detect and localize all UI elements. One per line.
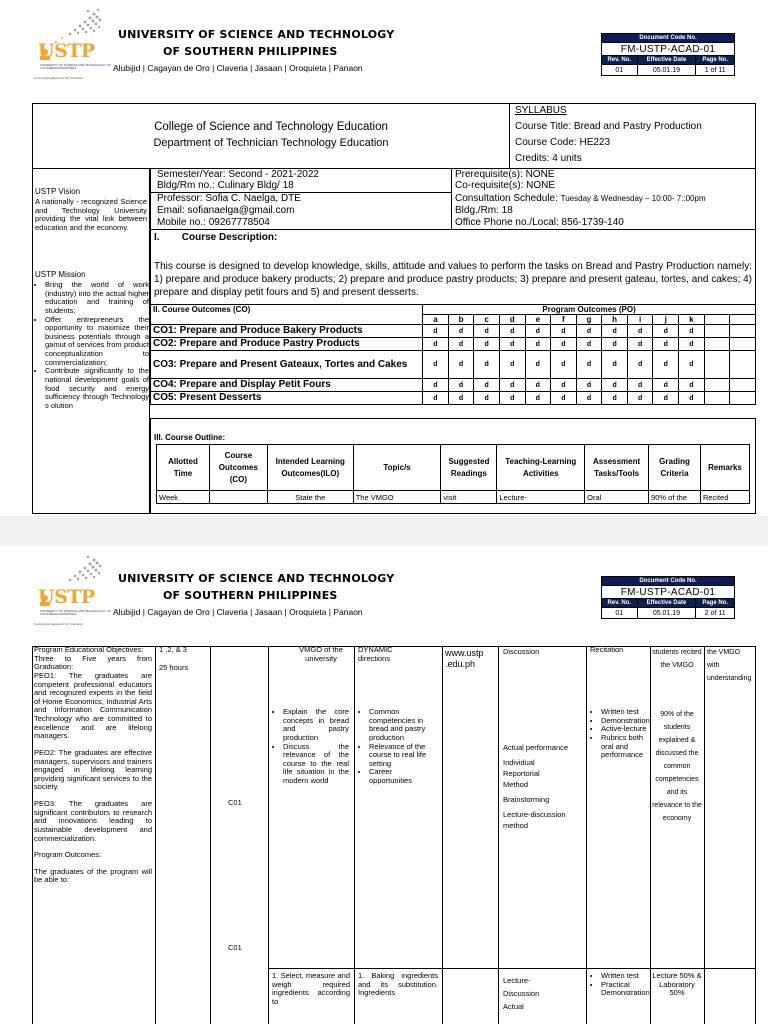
college-name: College of Science and Technology Education: [154, 121, 388, 133]
po-letter: d: [499, 315, 525, 325]
po-mapping-cell: d: [499, 325, 525, 338]
tla-bottom: [503, 974, 539, 1013]
doc-code: FM-USTP-ACAD-01: [602, 586, 735, 599]
ustp-logo: [32, 546, 116, 628]
topic-item: • Relevance of the course to real life setting: [369, 743, 435, 769]
assessment-item: • Written test: [601, 708, 651, 717]
page-label: Page No.: [696, 599, 735, 608]
outline-header-cell: Allotted Time: [157, 445, 210, 491]
ilo-item: • Explain the core concepts in bread and pastry production: [283, 708, 349, 743]
outline-header-cell: Teaching-Learning Activities: [497, 445, 585, 491]
course-credits: Credits: 4 units: [515, 153, 582, 164]
eff-label: Effective Date: [637, 56, 696, 65]
rev-label: Rev. No.: [602, 599, 638, 608]
topic-item: • Common competencies in bread and pastry production: [369, 708, 435, 743]
semester-year: Semester/Year: Second - 2021-2022: [157, 169, 319, 180]
tla-bottom-item: Discussion: [503, 989, 540, 998]
po-mapping-cell: [704, 351, 730, 379]
tla-bottom-item: Lecture-: [503, 976, 531, 985]
description-text: This course is designed to develop knowledge, skills, attitude and values to perform the tasks on Bread and Pastry Production namely: 1) prepare and produce bakery products; 2) prepare and produce pastry products; 3) prepare and present gateau, tortes, and cakes; 4) prepare and display petit fours and 5) and present desserts.: [154, 261, 752, 298]
assessment-top: Recitation: [590, 645, 624, 654]
description-title: I. Course Description:: [154, 232, 278, 243]
mission-title: USTP Mission: [35, 270, 86, 279]
po-mapping-cell: d: [423, 338, 449, 351]
course-outcome-label: CO5: Present Desserts: [151, 392, 423, 405]
outline-cell: The VMGO: [353, 491, 441, 504]
rev-no: 01: [602, 65, 638, 76]
building-room: Bldg/Rm no.: Culinary Bldg/ 18: [157, 180, 294, 191]
prerequisite: Prerequisite(s): NONE: [455, 169, 555, 180]
po-mapping-cell: d: [679, 379, 705, 392]
course-code: Course Code: HE223: [515, 137, 611, 148]
po-mapping-cell: d: [602, 392, 628, 405]
po-letter: i: [627, 315, 653, 325]
page-no: 2 of 11: [696, 608, 735, 619]
doc-code-label: Document Code No.: [602, 34, 735, 43]
eff-label: Effective Date: [637, 599, 696, 608]
outline-header-cell: Remarks: [700, 445, 749, 491]
rev-no: 01: [602, 608, 638, 619]
outline-header-cell: Suggested Readings: [441, 445, 497, 491]
po-mapping-cell: d: [499, 338, 525, 351]
po-letter: [704, 315, 730, 325]
po-mapping-cell: d: [551, 325, 577, 338]
logo-tagline: Nurturing Engagement for Innovation: [34, 76, 84, 80]
assessment-bottom: [590, 972, 651, 998]
po-mapping-cell: d: [576, 338, 602, 351]
peo-title: Program Educational Objectives:: [34, 645, 144, 654]
course-outcome-label: CO3: Prepare and Present Gateaux, Tortes and Cakes: [151, 351, 423, 379]
po-mapping-cell: [704, 325, 730, 338]
po-mapping-cell: d: [653, 351, 679, 379]
outline-cell: visit: [441, 491, 497, 504]
po-mapping-cell: d: [525, 379, 551, 392]
po-letter: b: [448, 315, 474, 325]
po-letter: j: [653, 315, 679, 325]
po-mapping-cell: [730, 338, 756, 351]
mission-item: • Offer entrepreneurs the opportunity to maximize their business potentials through a gamut of services from product conceptualization to commercialization;: [45, 316, 149, 368]
po-mapping-cell: d: [576, 325, 602, 338]
course-outcome-label: CO2: Prepare and Produce Pastry Products: [151, 338, 423, 351]
po-mapping-cell: d: [448, 338, 474, 351]
po-mapping-cell: d: [474, 325, 500, 338]
po-letter: k: [679, 315, 705, 325]
po-mapping-cell: d: [653, 392, 679, 405]
assessment-item: • Active-lecture: [601, 725, 651, 734]
course-outcome-label: CO1: Prepare and Produce Bakery Products: [151, 325, 423, 338]
consultation-schedule: [455, 193, 706, 204]
outline-header-cell: Topic/s: [353, 445, 441, 491]
syllabus-page-2: [0, 546, 768, 1024]
topic-item: • Career opportunities: [369, 768, 435, 785]
course-outcomes-header: II. Course Outcomes (CO): [151, 305, 423, 325]
po-mapping-cell: d: [525, 392, 551, 405]
logo-wordmark: USTP: [38, 586, 95, 608]
page-no: 1 of 11: [696, 65, 735, 76]
po-mapping-cell: d: [448, 379, 474, 392]
outline-header-cell: Assessment Tasks/Tools: [585, 445, 649, 491]
po-letter: f: [551, 315, 577, 325]
po-mapping-cell: d: [653, 338, 679, 351]
po-mapping-cell: [730, 392, 756, 405]
grading-top: students recited the VMGO: [652, 649, 702, 669]
tla-item: Lecture-discussion method: [503, 810, 566, 830]
effective-date: 05.01.19: [637, 608, 696, 619]
outline-cell: Week: [157, 491, 210, 504]
assessment-item: • Written test: [601, 972, 651, 981]
tla-item: Brainstorming: [503, 795, 550, 804]
po-mapping-cell: d: [602, 338, 628, 351]
document-code-box: [601, 576, 735, 619]
po-letter: c: [474, 315, 500, 325]
po-letter: a: [423, 315, 449, 325]
logo-subtext: UNIVERSITY OF SCIENCE AND TECHNOLOGY OF SOUTHERN PHILIPPINES: [40, 609, 111, 617]
page-separator: [0, 516, 768, 546]
po-mapping-cell: d: [525, 338, 551, 351]
po-mapping-cell: d: [499, 392, 525, 405]
mission-item: • Bring the world of work (industry) into the actual higher education and training of students;: [45, 281, 149, 316]
program-outcomes-text: The graduates of the program will be able to:: [34, 866, 152, 885]
outline-header-cell: Grading Criteria: [649, 445, 701, 491]
po-mapping-cell: d: [627, 351, 653, 379]
topic-list: [358, 708, 435, 786]
consultation-label: Consultation Schedule:: [455, 193, 561, 204]
tla-item: Individual Reportorial Method: [503, 758, 540, 789]
outline-cell: Lecture-: [497, 491, 585, 504]
department-name: Department of Technician Technology Education: [153, 137, 389, 149]
peo-column: [34, 646, 152, 885]
effective-date: 05.01.19: [637, 65, 696, 76]
ilo-bottom: 1. Select, measure and weigh required ingredients according to: [272, 971, 350, 1006]
professor-mobile: Mobile no.: 09267778504: [157, 217, 270, 228]
po-mapping-cell: [730, 351, 756, 379]
logo-wordmark: USTP: [38, 40, 95, 62]
course-outcome-label: CO4: Prepare and Display Petit Fours: [151, 379, 423, 392]
po-mapping-cell: d: [679, 392, 705, 405]
tla-top: Discussion: [503, 647, 540, 656]
po-letter: h: [602, 315, 628, 325]
po-mapping-cell: [704, 379, 730, 392]
vision-text: A nationally - recognized Science and Technology University providing the vital link between education and the economy.: [35, 197, 147, 232]
program-outcomes-header: Program Outcomes (PO): [423, 305, 756, 315]
po-mapping-cell: [704, 338, 730, 351]
course-info-block: [150, 168, 756, 230]
mission-list: [34, 281, 149, 410]
po-mapping-cell: d: [474, 338, 500, 351]
syllabus-title-box: [32, 103, 756, 169]
po-mapping-cell: d: [627, 392, 653, 405]
ustp-logo: [32, 0, 116, 82]
outline-header-cell: Course Outcomes (CO): [209, 445, 267, 491]
professor-name: Professor: Sofia C. Naelga, DTE: [157, 193, 301, 204]
course-outcomes-table: [150, 304, 756, 405]
mission-item: • Contribute significantly to the national development goals of food security and energy sufficiency through Technology s olution: [45, 367, 149, 410]
po-mapping-cell: d: [576, 351, 602, 379]
po-mapping-cell: d: [602, 379, 628, 392]
po-mapping-cell: d: [551, 351, 577, 379]
po-mapping-cell: d: [448, 325, 474, 338]
campus-list: Alubijid | Cagayan de Oro | Claveria | Jasaan | Oroquieta | Panaon: [113, 63, 363, 73]
university-name-line1: UNIVERSITY OF SCIENCE AND TECHNOLOGY: [118, 28, 395, 41]
vision-title: USTP Vision: [35, 187, 81, 196]
po-mapping-cell: d: [423, 392, 449, 405]
outline-cell: Recited: [700, 491, 749, 504]
outline-cell: State the: [267, 491, 353, 504]
course-title: Course Title: Bread and Pastry Production: [515, 121, 702, 132]
po-mapping-cell: d: [525, 325, 551, 338]
weeks: 1 ,2, & 3: [159, 645, 187, 654]
po-letter: [730, 315, 756, 325]
document-code-box: [601, 33, 735, 76]
peo-3: PEO3: The graduates are significant contributors to research and innovations leading to sustainable development and commercialization.: [34, 799, 152, 843]
assessment-item: • Rubrics both oral and performance: [601, 734, 651, 760]
doc-code: FM-USTP-ACAD-01: [602, 43, 735, 56]
page-label: Page No.: [696, 56, 735, 65]
university-name-line1: UNIVERSITY OF SCIENCE AND TECHNOLOGY: [118, 572, 395, 585]
peo-1: PEO1: The graduates are competent professional educators and recognized experts in the field of Home Economics, Industrial Arts and Information Communication Technology who are committed to excellence and are lifelong managers.: [34, 670, 152, 741]
hours: 25 hours: [159, 663, 189, 672]
corequisite: Co-requisite(s): NONE: [455, 180, 556, 191]
po-mapping-cell: d: [525, 351, 551, 379]
po-mapping-cell: d: [602, 351, 628, 379]
suggested-reading: www.ustp .edu.ph: [445, 648, 484, 669]
co-label: C01: [228, 943, 242, 952]
po-mapping-cell: d: [576, 392, 602, 405]
consultation-value: Tuesday & Wednesday – 10:00- 7::00pm: [560, 194, 706, 203]
assessment-list: [590, 708, 651, 760]
outline-cell: 90% of the: [649, 491, 701, 504]
tla-list: [503, 738, 583, 831]
university-name-line2: OF SOUTHERN PHILIPPINES: [163, 45, 338, 58]
university-name-line2: OF SOUTHERN PHILIPPINES: [163, 589, 338, 602]
course-description-box: [150, 229, 756, 305]
po-mapping-cell: d: [551, 379, 577, 392]
logo-subtext: UNIVERSITY OF SCIENCE AND TECHNOLOGY OF SOUTHERN PHILIPPINES: [40, 63, 111, 71]
po-mapping-cell: [730, 325, 756, 338]
po-mapping-cell: d: [474, 351, 500, 379]
ilo-item: • Discuss the relevance of the course to the real life situation in the modern world: [283, 743, 349, 786]
po-letter: e: [525, 315, 551, 325]
po-mapping-cell: d: [551, 338, 577, 351]
logo-tagline: Nurturing Engagement for Innovation: [34, 622, 84, 626]
po-mapping-cell: d: [551, 392, 577, 405]
po-mapping-cell: d: [499, 379, 525, 392]
tla-item: Actual performance: [503, 743, 569, 752]
grading-mid: 90% of the students explained & discussed the common competencies and its relevance to the economy: [652, 711, 702, 822]
po-letter: g: [576, 315, 602, 325]
vision-mission-column: [32, 168, 150, 514]
po-mapping-cell: [730, 379, 756, 392]
doc-code-label: Document Code No.: [602, 577, 735, 586]
outline-cell: Oral: [585, 491, 649, 504]
po-mapping-cell: d: [474, 379, 500, 392]
outline-header-cell: Intended Learning Outcomes(ILO): [267, 445, 353, 491]
po-mapping-cell: d: [423, 351, 449, 379]
po-mapping-cell: d: [423, 379, 449, 392]
program-outcomes-title: Program Outcomes:: [34, 850, 102, 860]
po-mapping-cell: d: [576, 379, 602, 392]
peo-intro: Three to Five years from Graduation:: [34, 653, 152, 672]
po-mapping-cell: [704, 392, 730, 405]
po-mapping-cell: d: [627, 338, 653, 351]
assessment-item: • Practical Demonstration: [601, 981, 651, 998]
office-phone: Office Phone no./Local: 856-1739-140: [455, 217, 624, 228]
grading-bottom: Lecture 50% & Laboratory 50%: [652, 971, 702, 998]
po-mapping-cell: d: [627, 379, 653, 392]
syllabus-label: SYLLABUS: [515, 105, 567, 116]
ilo-top: VMGO of the university: [299, 645, 343, 663]
po-mapping-cell: d: [679, 351, 705, 379]
po-mapping-cell: d: [653, 379, 679, 392]
page2-outline-grid: [32, 646, 756, 1024]
po-mapping-cell: d: [499, 351, 525, 379]
tla-bottom-item: Actual: [503, 1002, 524, 1011]
topic-top: DYNAMIC directions: [358, 645, 393, 663]
campus-list: Alubijid | Cagayan de Oro | Claveria | Jasaan | Oroquieta | Panaon: [113, 607, 363, 617]
po-mapping-cell: d: [423, 325, 449, 338]
po-mapping-cell: d: [602, 325, 628, 338]
co-label: C01: [228, 798, 242, 807]
po-mapping-cell: d: [448, 351, 474, 379]
rev-label: Rev. No.: [602, 56, 638, 65]
peo-2: PEO2: The graduates are effective managers, supervisors and trainers engaged in lifelong learning providing significant services to the society.: [34, 747, 152, 792]
remarks: the VMGO with understanding: [707, 649, 752, 682]
po-mapping-cell: d: [679, 338, 705, 351]
outline-title: III. Course Outline:: [154, 433, 226, 442]
building-room-2: Bldg./Rm: 18: [455, 205, 513, 216]
po-mapping-cell: d: [448, 392, 474, 405]
topic-bottom: 1. Baking ingredients and its substitution. Ingredients: [358, 971, 438, 998]
assessment-item: • Demonstration: [601, 717, 651, 726]
po-mapping-cell: d: [679, 325, 705, 338]
po-mapping-cell: d: [474, 392, 500, 405]
ilo-list: [272, 708, 349, 786]
outline-cell: [209, 491, 267, 504]
course-outline-table: [156, 444, 750, 504]
professor-email: Email: sofianaelga@gmail.com: [157, 205, 295, 216]
po-mapping-cell: d: [627, 325, 653, 338]
po-mapping-cell: d: [653, 325, 679, 338]
